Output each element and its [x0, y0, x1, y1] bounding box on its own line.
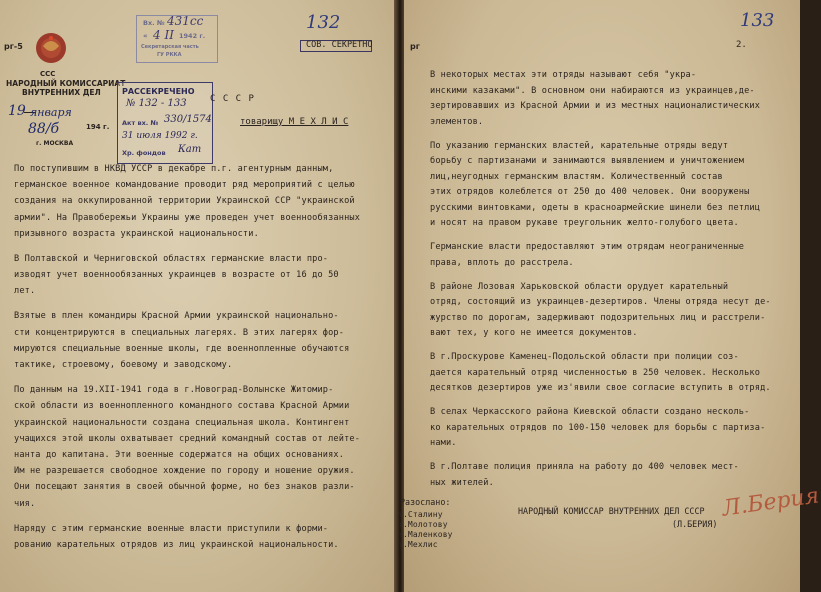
declass-number: № 132 - 133: [126, 98, 187, 109]
declass-act-date: 31 июля 1992 г.: [122, 131, 198, 141]
distribution-title: Разослано:: [400, 497, 451, 507]
folio-number-left: 132: [306, 12, 341, 33]
body-line: лиц,неугодных германским властям. Количественный состав: [430, 171, 723, 182]
body-line: германское военное командование проводит ряд мероприятий с целью: [14, 180, 355, 191]
signer-name: (Л.БЕРИЯ): [672, 519, 718, 529]
body-line: русскими винтовками, одеты в красноармейские шинели без петлиц: [430, 202, 761, 213]
body-line: лет.: [14, 286, 36, 297]
body-line: украинской национальности создана специальная школа. Контингент: [14, 417, 350, 428]
signature: Л.Берия: [720, 483, 821, 522]
body-line: нанта до капитана. Эти военные содержатся на общих основаниях.: [14, 449, 345, 460]
body-line: В Полтавской и Черниговской областях германские власти про-: [14, 253, 329, 264]
margin-code-right: рг: [410, 42, 420, 51]
body-line: Германские власти предоставляют этим отрядам неограниченные: [430, 242, 745, 253]
body-line: По указанию германских властей, карательные отряды ведут: [430, 140, 729, 151]
body-line: ко карательных отрядов по 100-150 человек для борьбы с партиза-: [430, 422, 766, 433]
body-line: учащихся этой школы охватывает средний командный состав от лейте-: [14, 433, 361, 444]
body-line: дается карательный отряд численностью в 250 человек. Несколько: [430, 367, 761, 378]
margin-code-left: рг-5: [4, 42, 23, 51]
body-line: права, вплоть до расстрела.: [430, 257, 574, 268]
body-line: элементов.: [430, 116, 484, 127]
date-number: 88/б: [28, 121, 60, 137]
body-line: Они посещают занятия в своей обычной форме, но без знаков разли-: [14, 482, 355, 493]
body-line: тактике, строевому, боевому и заводскому.: [14, 360, 233, 371]
incoming-stamp-dept: Секретарская часть: [141, 44, 199, 50]
signer-title: НАРОДНЫЙ КОМИССАР ВНУТРЕННИХ ДЕЛ СССР: [518, 506, 705, 516]
document-page-left: [0, 0, 396, 592]
body-line: ской области из военнопленного командного состава Красной Армии: [14, 401, 350, 412]
body-line: В некоторых местах эти отряды называют себя "укра-: [430, 70, 697, 80]
narkom-line2: ВНУТРЕННИХ ДЕЛ: [22, 88, 101, 97]
body-line: В г.Проскурове Каменец-Подольской области при полиции соз-: [430, 352, 739, 363]
body-line: чия.: [14, 498, 36, 509]
ussr-label: ССС: [40, 70, 56, 78]
ussr-emblem-icon: [33, 30, 69, 66]
distribution-item: т.Маленкову: [398, 530, 453, 539]
body-line: армии". На Правобережьи Украины уже проведен учет военнообязанных: [14, 212, 361, 223]
declass-act-label: Акт вх. №: [122, 119, 159, 127]
body-line: призывного возраста украинской национальности.: [14, 228, 259, 239]
body-line: ных жителей.: [430, 477, 494, 488]
declass-fund-sig: Кат: [178, 144, 202, 155]
body-line: зертировавших из Красной Армии и из местных националистических: [430, 101, 761, 111]
body-line: и носят на правом рукаве треугольник желто-голубого цвета.: [430, 218, 739, 229]
body-line: борьбу с партизанами и занимаются выявлением и уничтожением: [430, 156, 745, 167]
body-line: создания на оккупированной территории Украинской ССР "украинской: [14, 196, 355, 207]
body-line: рованию карательных отрядов из лиц украинской национальности.: [14, 539, 339, 550]
body-line: вают тех, у кого не имеется документов.: [430, 328, 638, 339]
incoming-stamp-year: 1942 г.: [179, 32, 206, 40]
body-line: По поступившим в НКВД УССР в декабре п.г. агентурным данным,: [14, 164, 334, 174]
incoming-stamp-label: Вх. №: [143, 19, 165, 27]
declass-act-num: 330/1574: [164, 114, 212, 125]
body-line: инскими казаками". В основном они набираются из украинцев,де-: [430, 85, 755, 96]
date-year: 194 г.: [86, 123, 110, 131]
distribution-item: т.Молотову: [398, 520, 448, 529]
body-line: Наряду с этим германские военные власти приступили к форми-: [14, 523, 329, 534]
body-line: Им не разрешается свободное хождение по городу и ношение оружия.: [14, 466, 355, 477]
body-line: В селах Черкасского района Киевской области создано несколь-: [430, 407, 750, 418]
narkom-line1: НАРОДНЫЙ КОМИССАРИАТ: [6, 79, 126, 88]
body-line: Взятые в плен командиры Красной Армии украинской национально-: [14, 311, 339, 322]
body-line: По данным на 19.XII-1941 года в г.Новоград-Волынске Житомир-: [14, 385, 334, 396]
body-line: нами.: [430, 438, 457, 449]
declassification-stamp: [117, 82, 213, 164]
incoming-stamp-num: 431сс: [167, 14, 204, 28]
date-day: 19: [8, 103, 26, 119]
distribution-item: т.Сталину: [398, 510, 443, 519]
body-line: журство по дорогам, задерживают подозрительных лиц и расстрели-: [430, 312, 766, 323]
secret-label: СОВ. СЕКРЕТНО: [306, 40, 373, 50]
body-line: отряд, состоящий из украинцев-дезертиров. Члены отряда несут де-: [430, 297, 771, 308]
page-number: 2.: [736, 40, 747, 50]
declass-fund-label: Хр. фондов: [122, 149, 166, 157]
body-line: В районе Лозовая Харьковской области орудует карательный: [430, 281, 729, 292]
incoming-stamp-quote: «: [143, 32, 148, 40]
document-page-right: [398, 0, 821, 592]
city: г. МОСКВА: [36, 140, 74, 147]
declass-title: РАССЕКРЕЧЕНО: [122, 87, 195, 96]
body-line: изводят учет военнообязанных украинцев в возрасте от 16 до 50: [14, 270, 339, 281]
body-line: В г.Полтаве полиция приняла на работу до 400 человек мест-: [430, 462, 739, 473]
addressee: товарищу М Е Х Л И С: [240, 117, 349, 127]
body-line: сти концентрируются в специальных лагерях. В этих лагерях фор-: [14, 327, 345, 338]
body-line: десятков дезертиров уже из'явили свое согласие вступить в отряд.: [430, 383, 771, 394]
body-line: мируются специальные военные школы, где военнопленные обучаются: [14, 343, 350, 354]
incoming-stamp: [136, 15, 218, 63]
addressee-ussr: С С С Р: [210, 94, 255, 104]
folio-number-right: 133: [740, 10, 775, 31]
date-month: января: [30, 106, 72, 119]
incoming-stamp-date: 4 II: [153, 28, 174, 42]
incoming-stamp-org: ГУ РККА: [157, 52, 182, 58]
body-line: этих отрядов колеблется от 250 до 400 человек. Они вооружены: [430, 187, 750, 198]
distribution-item: т.Мехлис: [398, 540, 438, 549]
